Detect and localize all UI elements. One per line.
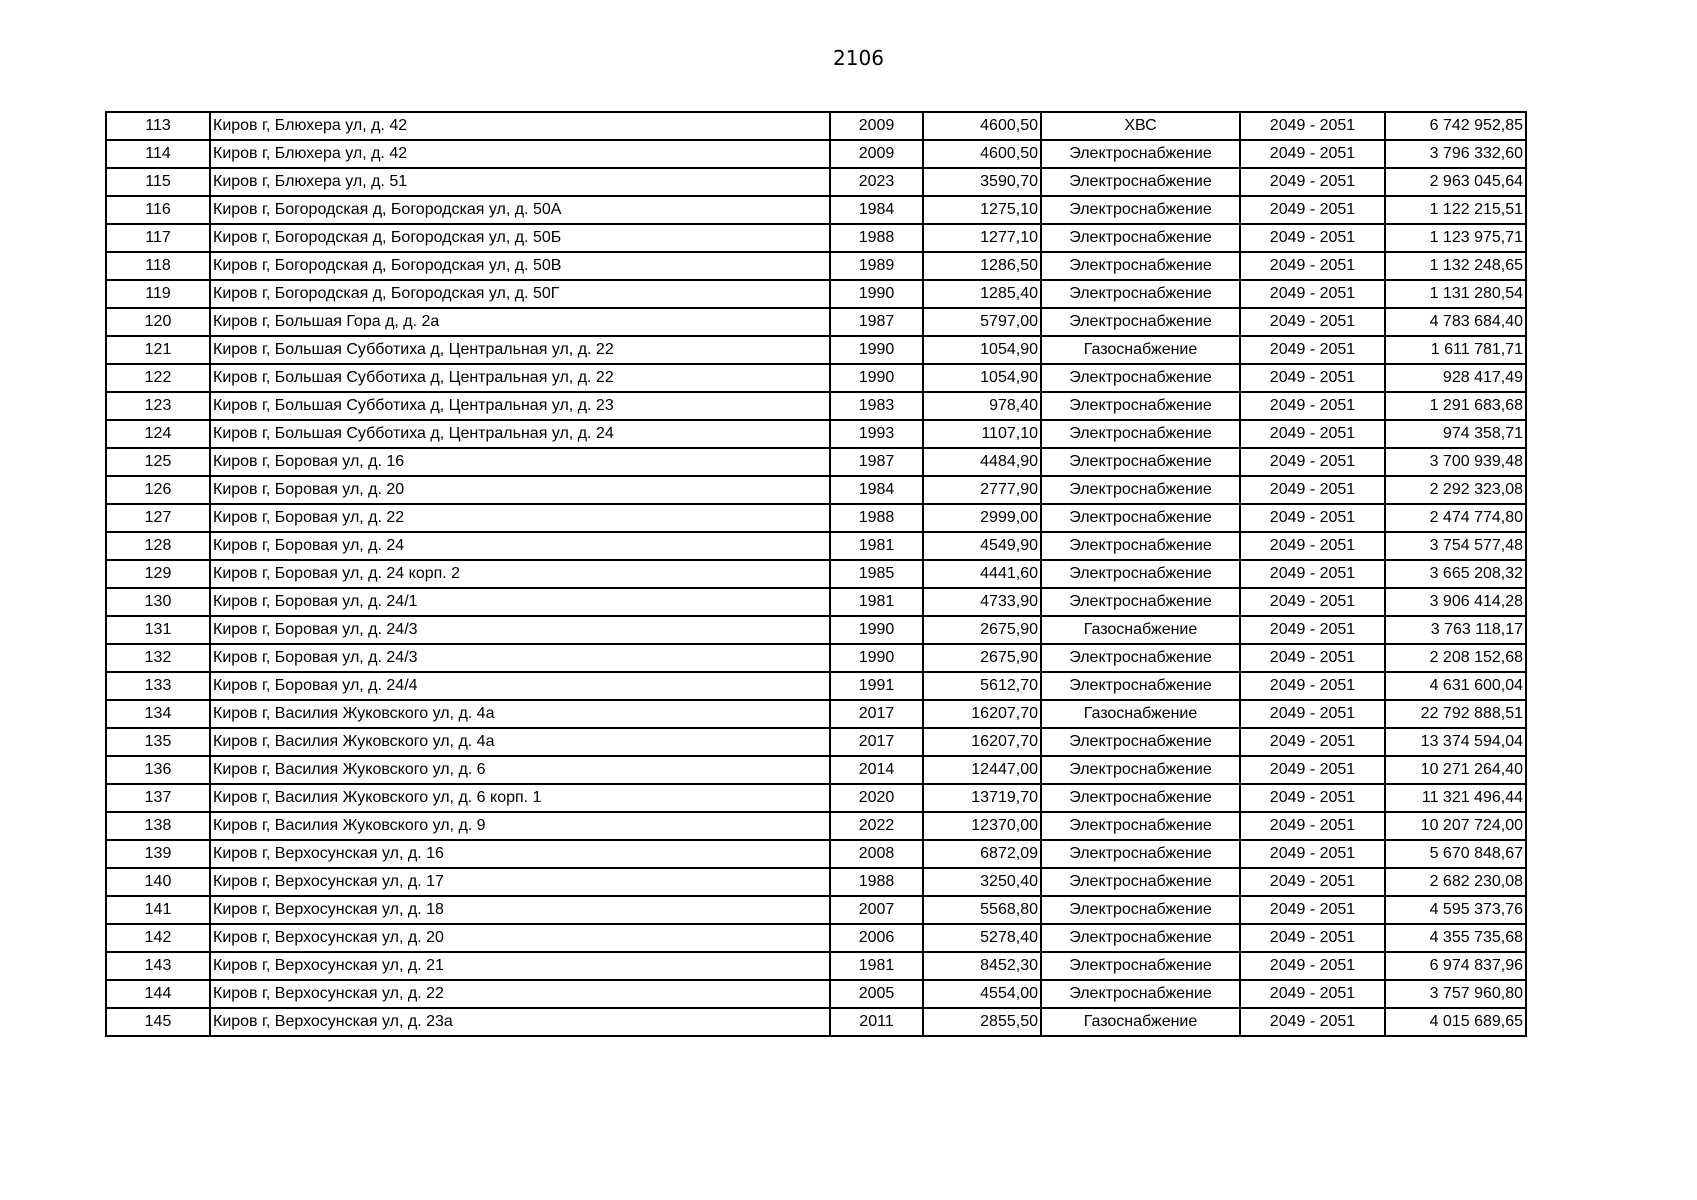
table-row: [106, 336, 1526, 364]
year-cell: 2014: [830, 756, 923, 784]
table-row: [106, 140, 1526, 168]
page-number: 2106: [833, 46, 884, 70]
register-table: [105, 111, 1527, 1037]
service-cell: Электроснабжение: [1041, 812, 1240, 840]
service-cell: Электроснабжение: [1041, 532, 1240, 560]
period-cell: 2049 - 2051: [1240, 812, 1385, 840]
year-cell: 1981: [830, 588, 923, 616]
address-cell: Киров г, Верхосунская ул, д. 21: [210, 952, 830, 980]
period-cell: 2049 - 2051: [1240, 280, 1385, 308]
address-cell: Киров г, Боровая ул, д. 24/3: [210, 616, 830, 644]
area-cell: 5612,70: [923, 672, 1041, 700]
service-cell: Электроснабжение: [1041, 588, 1240, 616]
service-cell: Газоснабжение: [1041, 616, 1240, 644]
table-row: [106, 560, 1526, 588]
period-cell: 2049 - 2051: [1240, 952, 1385, 980]
service-cell: Электроснабжение: [1041, 476, 1240, 504]
address-cell: Киров г, Василия Жуковского ул, д. 4а: [210, 700, 830, 728]
area-cell: 1277,10: [923, 224, 1041, 252]
year-cell: 1990: [830, 616, 923, 644]
row-number-cell: 117: [106, 224, 210, 252]
service-cell: Электроснабжение: [1041, 140, 1240, 168]
year-cell: 1990: [830, 644, 923, 672]
address-cell: Киров г, Богородская д, Богородская ул, д. 50А: [210, 196, 830, 224]
service-cell: Электроснабжение: [1041, 280, 1240, 308]
year-cell: 1989: [830, 252, 923, 280]
row-number-cell: 142: [106, 924, 210, 952]
cost-cell: 11 321 496,44: [1385, 784, 1526, 812]
table-row: [106, 756, 1526, 784]
address-cell: Киров г, Большая Субботиха д, Центральная ул, д. 22: [210, 364, 830, 392]
service-cell: Электроснабжение: [1041, 924, 1240, 952]
cost-cell: 2 963 045,64: [1385, 168, 1526, 196]
cost-cell: 4 783 684,40: [1385, 308, 1526, 336]
address-cell: Киров г, Большая Субботиха д, Центральная ул, д. 24: [210, 420, 830, 448]
period-cell: 2049 - 2051: [1240, 924, 1385, 952]
cost-cell: 3 754 577,48: [1385, 532, 1526, 560]
cost-cell: 3 700 939,48: [1385, 448, 1526, 476]
area-cell: 16207,70: [923, 728, 1041, 756]
row-number-cell: 135: [106, 728, 210, 756]
table-row: [106, 868, 1526, 896]
period-cell: 2049 - 2051: [1240, 588, 1385, 616]
address-cell: Киров г, Боровая ул, д. 22: [210, 504, 830, 532]
address-cell: Киров г, Верхосунская ул, д. 17: [210, 868, 830, 896]
service-cell: ХВС: [1041, 112, 1240, 140]
area-cell: 16207,70: [923, 700, 1041, 728]
table-row: [106, 252, 1526, 280]
address-cell: Киров г, Василия Жуковского ул, д. 6: [210, 756, 830, 784]
address-cell: Киров г, Верхосунская ул, д. 18: [210, 896, 830, 924]
area-cell: 4441,60: [923, 560, 1041, 588]
table-row: [106, 812, 1526, 840]
address-cell: Киров г, Боровая ул, д. 24/1: [210, 588, 830, 616]
table-row: [106, 672, 1526, 700]
address-cell: Киров г, Василия Жуковского ул, д. 4а: [210, 728, 830, 756]
cost-cell: 3 796 332,60: [1385, 140, 1526, 168]
table-row: [106, 952, 1526, 980]
year-cell: 1990: [830, 280, 923, 308]
period-cell: 2049 - 2051: [1240, 616, 1385, 644]
address-cell: Киров г, Верхосунская ул, д. 20: [210, 924, 830, 952]
table-row: [106, 588, 1526, 616]
period-cell: 2049 - 2051: [1240, 728, 1385, 756]
address-cell: Киров г, Василия Жуковского ул, д. 6 корп. 1: [210, 784, 830, 812]
period-cell: 2049 - 2051: [1240, 336, 1385, 364]
address-cell: Киров г, Большая Гора д, д. 2а: [210, 308, 830, 336]
table-row: [106, 476, 1526, 504]
service-cell: Электроснабжение: [1041, 952, 1240, 980]
period-cell: 2049 - 2051: [1240, 364, 1385, 392]
table-row: [106, 784, 1526, 812]
cost-cell: 5 670 848,67: [1385, 840, 1526, 868]
period-cell: 2049 - 2051: [1240, 532, 1385, 560]
area-cell: 5797,00: [923, 308, 1041, 336]
address-cell: Киров г, Блюхера ул, д. 51: [210, 168, 830, 196]
period-cell: 2049 - 2051: [1240, 392, 1385, 420]
year-cell: 2020: [830, 784, 923, 812]
period-cell: 2049 - 2051: [1240, 644, 1385, 672]
service-cell: Электроснабжение: [1041, 224, 1240, 252]
table-row: [106, 504, 1526, 532]
row-number-cell: 115: [106, 168, 210, 196]
year-cell: 1981: [830, 532, 923, 560]
year-cell: 2017: [830, 700, 923, 728]
row-number-cell: 132: [106, 644, 210, 672]
period-cell: 2049 - 2051: [1240, 980, 1385, 1008]
service-cell: Газоснабжение: [1041, 336, 1240, 364]
cost-cell: 1 611 781,71: [1385, 336, 1526, 364]
year-cell: 1987: [830, 308, 923, 336]
service-cell: Электроснабжение: [1041, 840, 1240, 868]
cost-cell: 1 131 280,54: [1385, 280, 1526, 308]
row-number-cell: 145: [106, 1008, 210, 1036]
address-cell: Киров г, Боровая ул, д. 20: [210, 476, 830, 504]
cost-cell: 1 132 248,65: [1385, 252, 1526, 280]
row-number-cell: 121: [106, 336, 210, 364]
cost-cell: 10 271 264,40: [1385, 756, 1526, 784]
table-row: [106, 840, 1526, 868]
area-cell: 4549,90: [923, 532, 1041, 560]
address-cell: Киров г, Богородская д, Богородская ул, д. 50Г: [210, 280, 830, 308]
area-cell: 1275,10: [923, 196, 1041, 224]
area-cell: 2675,90: [923, 616, 1041, 644]
table-row: [106, 308, 1526, 336]
cost-cell: 2 292 323,08: [1385, 476, 1526, 504]
period-cell: 2049 - 2051: [1240, 476, 1385, 504]
area-cell: 4600,50: [923, 140, 1041, 168]
year-cell: 1991: [830, 672, 923, 700]
service-cell: Электроснабжение: [1041, 756, 1240, 784]
area-cell: 1285,40: [923, 280, 1041, 308]
area-cell: 1054,90: [923, 364, 1041, 392]
year-cell: 2017: [830, 728, 923, 756]
address-cell: Киров г, Большая Субботиха д, Центральная ул, д. 23: [210, 392, 830, 420]
row-number-cell: 133: [106, 672, 210, 700]
address-cell: Киров г, Верхосунская ул, д. 23а: [210, 1008, 830, 1036]
cost-cell: 6 974 837,96: [1385, 952, 1526, 980]
table-row: [106, 532, 1526, 560]
area-cell: 4554,00: [923, 980, 1041, 1008]
cost-cell: 4 015 689,65: [1385, 1008, 1526, 1036]
area-cell: 2999,00: [923, 504, 1041, 532]
table-row: [106, 924, 1526, 952]
area-cell: 4733,90: [923, 588, 1041, 616]
period-cell: 2049 - 2051: [1240, 504, 1385, 532]
period-cell: 2049 - 2051: [1240, 308, 1385, 336]
service-cell: Электроснабжение: [1041, 420, 1240, 448]
year-cell: 1990: [830, 336, 923, 364]
year-cell: 1984: [830, 476, 923, 504]
year-cell: 2009: [830, 112, 923, 140]
row-number-cell: 130: [106, 588, 210, 616]
row-number-cell: 137: [106, 784, 210, 812]
area-cell: 12447,00: [923, 756, 1041, 784]
cost-cell: 2 682 230,08: [1385, 868, 1526, 896]
year-cell: 1990: [830, 364, 923, 392]
row-number-cell: 113: [106, 112, 210, 140]
cost-cell: 928 417,49: [1385, 364, 1526, 392]
address-cell: Киров г, Верхосунская ул, д. 16: [210, 840, 830, 868]
area-cell: 6872,09: [923, 840, 1041, 868]
cost-cell: 1 122 215,51: [1385, 196, 1526, 224]
table-row: [106, 1008, 1526, 1036]
year-cell: 1984: [830, 196, 923, 224]
period-cell: 2049 - 2051: [1240, 560, 1385, 588]
year-cell: 2011: [830, 1008, 923, 1036]
table-row: [106, 448, 1526, 476]
cost-cell: 22 792 888,51: [1385, 700, 1526, 728]
address-cell: Киров г, Богородская д, Богородская ул, д. 50Б: [210, 224, 830, 252]
cost-cell: 4 631 600,04: [1385, 672, 1526, 700]
cost-cell: 3 757 960,80: [1385, 980, 1526, 1008]
row-number-cell: 140: [106, 868, 210, 896]
address-cell: Киров г, Богородская д, Богородская ул, д. 50В: [210, 252, 830, 280]
service-cell: Электроснабжение: [1041, 560, 1240, 588]
service-cell: Газоснабжение: [1041, 700, 1240, 728]
period-cell: 2049 - 2051: [1240, 196, 1385, 224]
table-row: [106, 616, 1526, 644]
period-cell: 2049 - 2051: [1240, 1008, 1385, 1036]
area-cell: 13719,70: [923, 784, 1041, 812]
area-cell: 5278,40: [923, 924, 1041, 952]
cost-cell: 6 742 952,85: [1385, 112, 1526, 140]
area-cell: 978,40: [923, 392, 1041, 420]
row-number-cell: 144: [106, 980, 210, 1008]
service-cell: Электроснабжение: [1041, 728, 1240, 756]
period-cell: 2049 - 2051: [1240, 112, 1385, 140]
row-number-cell: 143: [106, 952, 210, 980]
cost-cell: 4 355 735,68: [1385, 924, 1526, 952]
row-number-cell: 114: [106, 140, 210, 168]
cost-cell: 1 123 975,71: [1385, 224, 1526, 252]
table-row: [106, 224, 1526, 252]
service-cell: Электроснабжение: [1041, 168, 1240, 196]
row-number-cell: 120: [106, 308, 210, 336]
area-cell: 3590,70: [923, 168, 1041, 196]
area-cell: 2855,50: [923, 1008, 1041, 1036]
year-cell: 1988: [830, 224, 923, 252]
service-cell: Электроснабжение: [1041, 896, 1240, 924]
row-number-cell: 134: [106, 700, 210, 728]
table-row: [106, 980, 1526, 1008]
service-cell: Электроснабжение: [1041, 504, 1240, 532]
year-cell: 1993: [830, 420, 923, 448]
cost-cell: 3 763 118,17: [1385, 616, 1526, 644]
address-cell: Киров г, Верхосунская ул, д. 22: [210, 980, 830, 1008]
address-cell: Киров г, Большая Субботиха д, Центральная ул, д. 22: [210, 336, 830, 364]
row-number-cell: 139: [106, 840, 210, 868]
address-cell: Киров г, Блюхера ул, д. 42: [210, 112, 830, 140]
service-cell: Электроснабжение: [1041, 364, 1240, 392]
year-cell: 2007: [830, 896, 923, 924]
row-number-cell: 116: [106, 196, 210, 224]
row-number-cell: 138: [106, 812, 210, 840]
service-cell: Электроснабжение: [1041, 644, 1240, 672]
table-row: [106, 168, 1526, 196]
cost-cell: 1 291 683,68: [1385, 392, 1526, 420]
period-cell: 2049 - 2051: [1240, 168, 1385, 196]
cost-cell: 2 208 152,68: [1385, 644, 1526, 672]
service-cell: Электроснабжение: [1041, 672, 1240, 700]
year-cell: 2006: [830, 924, 923, 952]
table-row: [106, 364, 1526, 392]
period-cell: 2049 - 2051: [1240, 420, 1385, 448]
period-cell: 2049 - 2051: [1240, 784, 1385, 812]
service-cell: Электроснабжение: [1041, 196, 1240, 224]
area-cell: 4600,50: [923, 112, 1041, 140]
row-number-cell: 122: [106, 364, 210, 392]
period-cell: 2049 - 2051: [1240, 224, 1385, 252]
period-cell: 2049 - 2051: [1240, 868, 1385, 896]
row-number-cell: 131: [106, 616, 210, 644]
service-cell: Электроснабжение: [1041, 980, 1240, 1008]
row-number-cell: 123: [106, 392, 210, 420]
service-cell: Электроснабжение: [1041, 392, 1240, 420]
address-cell: Киров г, Василия Жуковского ул, д. 9: [210, 812, 830, 840]
table-row: [106, 420, 1526, 448]
cost-cell: 10 207 724,00: [1385, 812, 1526, 840]
address-cell: Киров г, Боровая ул, д. 24/4: [210, 672, 830, 700]
cost-cell: 13 374 594,04: [1385, 728, 1526, 756]
table-row: [106, 392, 1526, 420]
area-cell: 3250,40: [923, 868, 1041, 896]
table-row: [106, 896, 1526, 924]
period-cell: 2049 - 2051: [1240, 672, 1385, 700]
address-cell: Киров г, Боровая ул, д. 24 корп. 2: [210, 560, 830, 588]
period-cell: 2049 - 2051: [1240, 252, 1385, 280]
area-cell: 5568,80: [923, 896, 1041, 924]
row-number-cell: 141: [106, 896, 210, 924]
year-cell: 2005: [830, 980, 923, 1008]
area-cell: 8452,30: [923, 952, 1041, 980]
period-cell: 2049 - 2051: [1240, 756, 1385, 784]
area-cell: 1054,90: [923, 336, 1041, 364]
row-number-cell: 125: [106, 448, 210, 476]
area-cell: 1107,10: [923, 420, 1041, 448]
cost-cell: 2 474 774,80: [1385, 504, 1526, 532]
row-number-cell: 118: [106, 252, 210, 280]
table-body: [106, 112, 1526, 1036]
cost-cell: 3 665 208,32: [1385, 560, 1526, 588]
row-number-cell: 119: [106, 280, 210, 308]
address-cell: Киров г, Боровая ул, д. 16: [210, 448, 830, 476]
year-cell: 2008: [830, 840, 923, 868]
address-cell: Киров г, Боровая ул, д. 24: [210, 532, 830, 560]
period-cell: 2049 - 2051: [1240, 448, 1385, 476]
cost-cell: 974 358,71: [1385, 420, 1526, 448]
service-cell: Электроснабжение: [1041, 784, 1240, 812]
table-row: [106, 644, 1526, 672]
year-cell: 1983: [830, 392, 923, 420]
row-number-cell: 124: [106, 420, 210, 448]
address-cell: Киров г, Блюхера ул, д. 42: [210, 140, 830, 168]
year-cell: 2022: [830, 812, 923, 840]
service-cell: Электроснабжение: [1041, 868, 1240, 896]
year-cell: 2023: [830, 168, 923, 196]
service-cell: Электроснабжение: [1041, 448, 1240, 476]
service-cell: Электроснабжение: [1041, 308, 1240, 336]
table-row: [106, 196, 1526, 224]
year-cell: 1987: [830, 448, 923, 476]
period-cell: 2049 - 2051: [1240, 140, 1385, 168]
area-cell: 1286,50: [923, 252, 1041, 280]
table-row: [106, 728, 1526, 756]
table-row: [106, 112, 1526, 140]
year-cell: 1988: [830, 504, 923, 532]
table-row: [106, 280, 1526, 308]
period-cell: 2049 - 2051: [1240, 840, 1385, 868]
area-cell: 4484,90: [923, 448, 1041, 476]
year-cell: 1981: [830, 952, 923, 980]
row-number-cell: 128: [106, 532, 210, 560]
row-number-cell: 129: [106, 560, 210, 588]
service-cell: Газоснабжение: [1041, 1008, 1240, 1036]
cost-cell: 4 595 373,76: [1385, 896, 1526, 924]
area-cell: 2675,90: [923, 644, 1041, 672]
table-row: [106, 700, 1526, 728]
cost-cell: 3 906 414,28: [1385, 588, 1526, 616]
period-cell: 2049 - 2051: [1240, 700, 1385, 728]
address-cell: Киров г, Боровая ул, д. 24/3: [210, 644, 830, 672]
area-cell: 12370,00: [923, 812, 1041, 840]
row-number-cell: 136: [106, 756, 210, 784]
year-cell: 1988: [830, 868, 923, 896]
year-cell: 2009: [830, 140, 923, 168]
year-cell: 1985: [830, 560, 923, 588]
area-cell: 2777,90: [923, 476, 1041, 504]
period-cell: 2049 - 2051: [1240, 896, 1385, 924]
service-cell: Электроснабжение: [1041, 252, 1240, 280]
row-number-cell: 127: [106, 504, 210, 532]
row-number-cell: 126: [106, 476, 210, 504]
